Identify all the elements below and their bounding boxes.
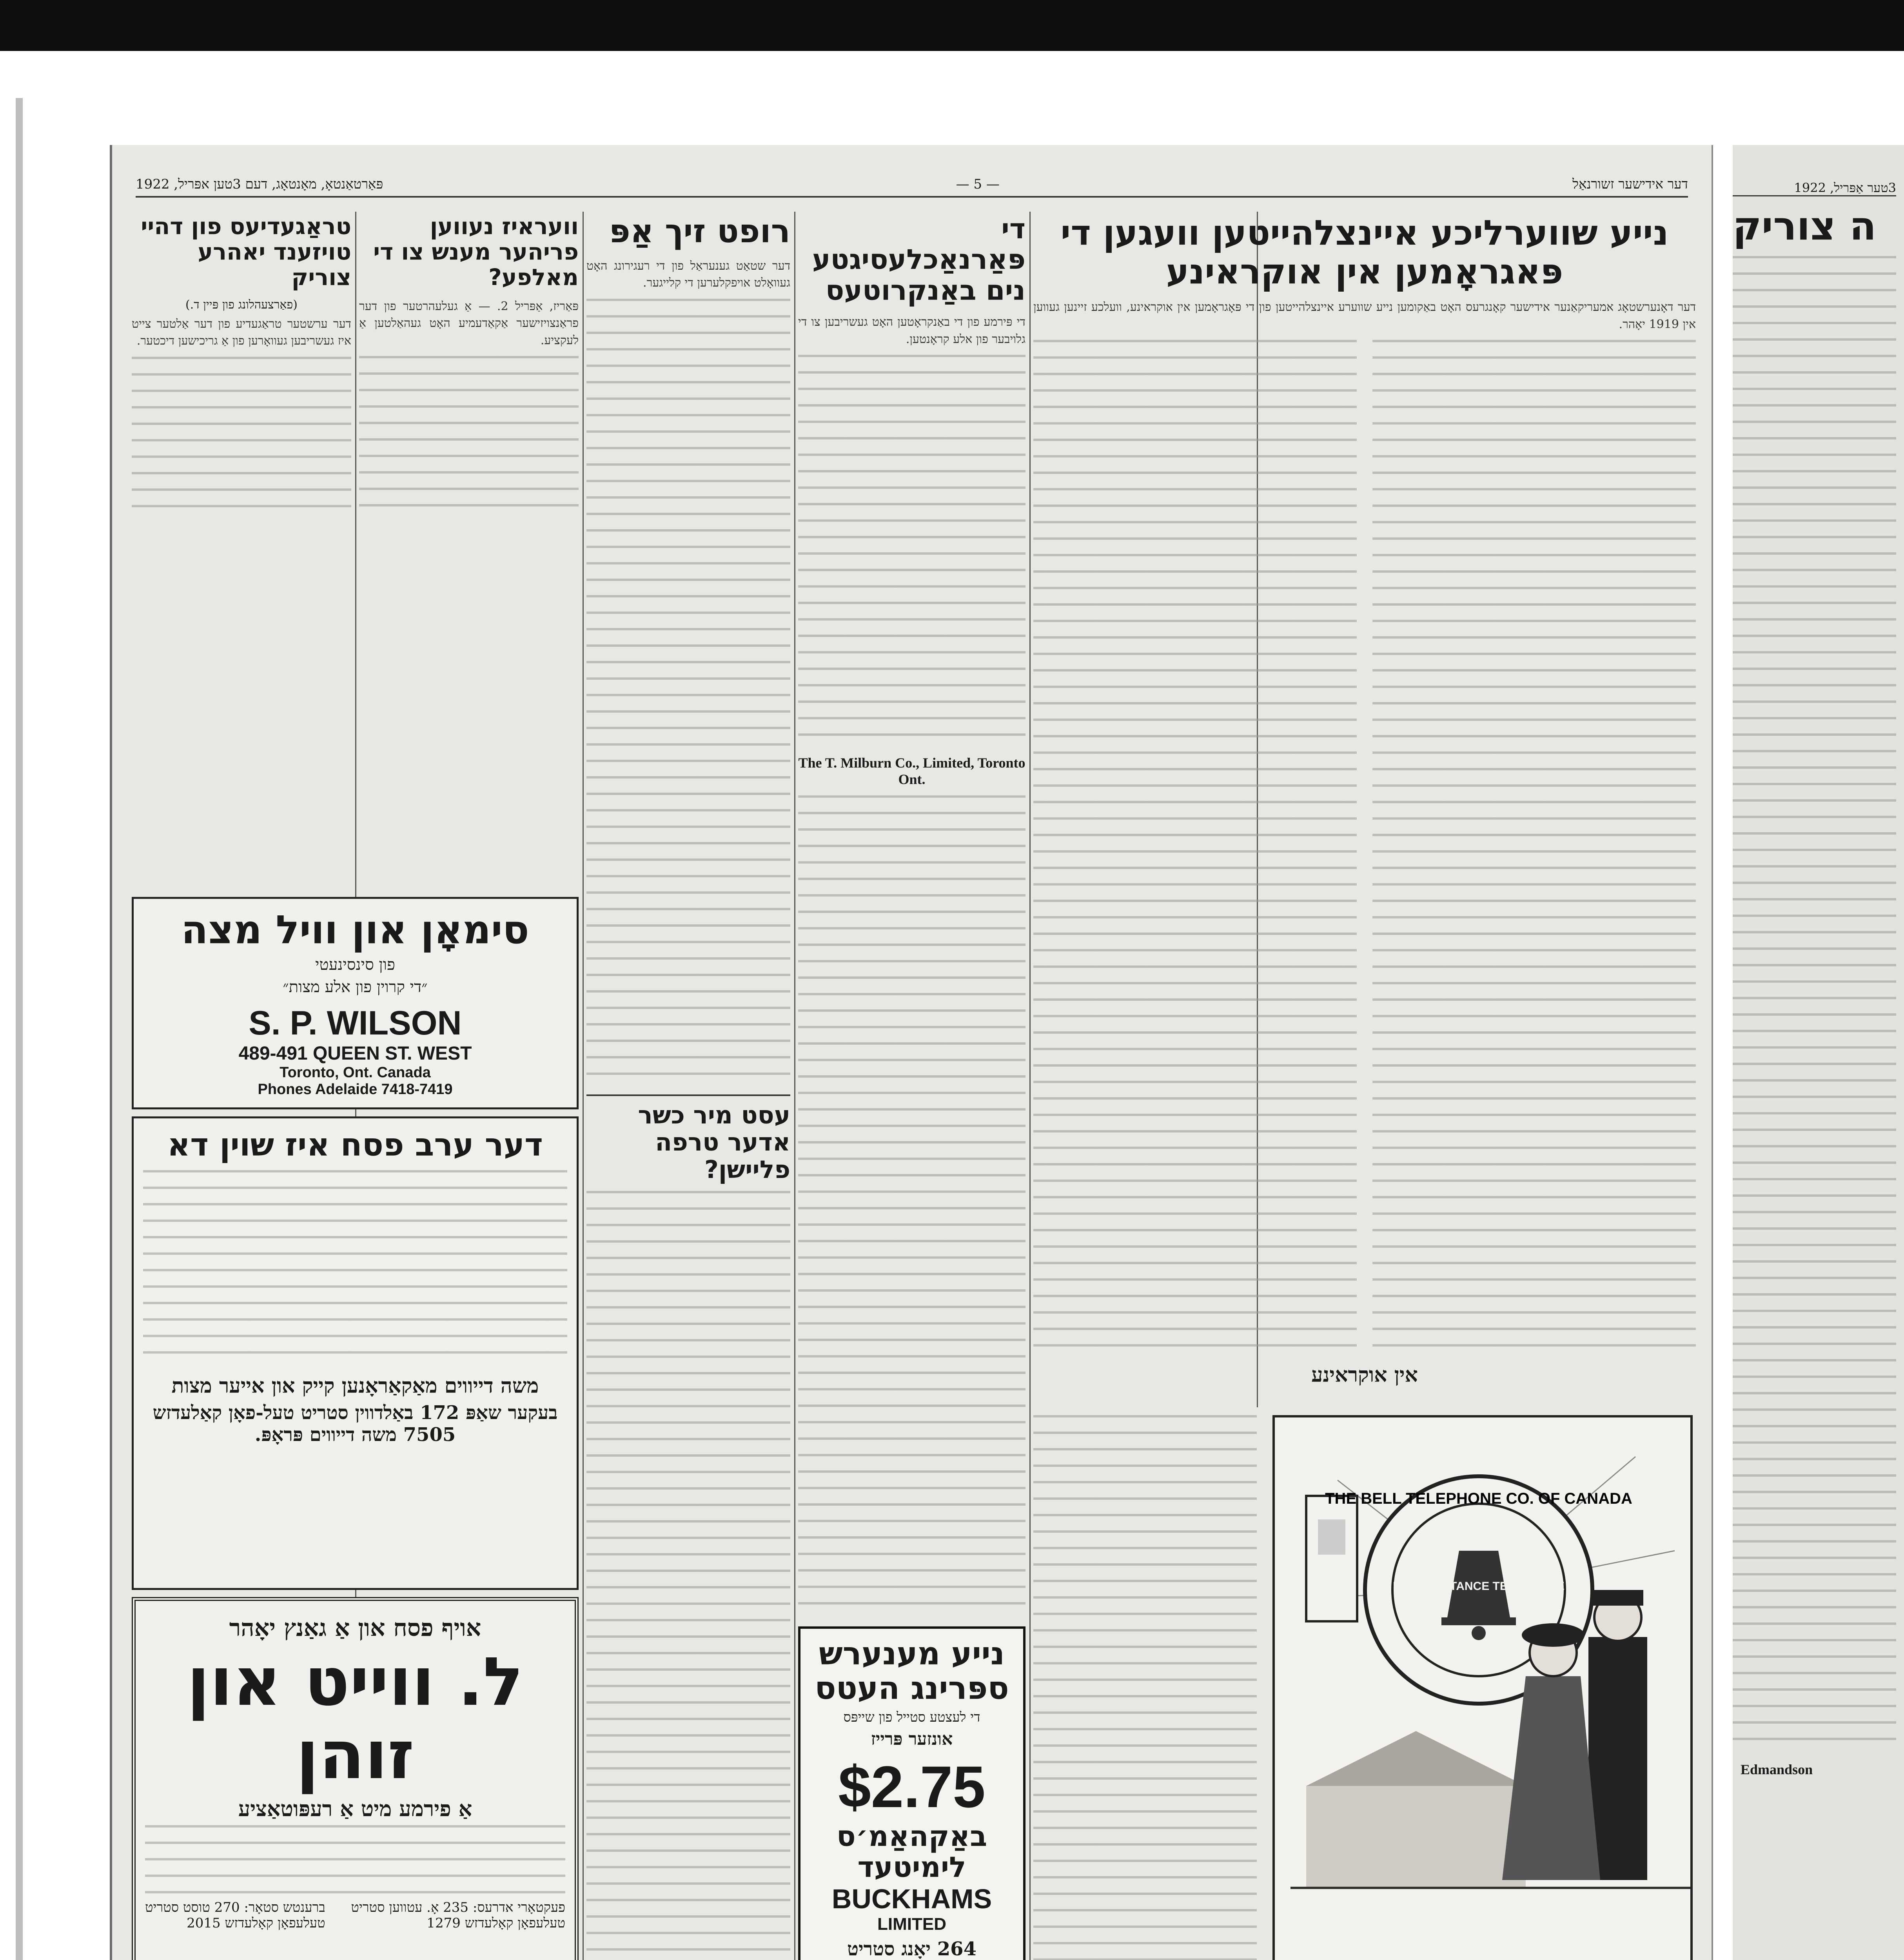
article-text-lines [1372, 340, 1696, 1359]
article-body: דער דאָנערשטאָג אמעריקאַנער אידישער קאָנגרעס האָט באַקומען נייע שווערע איינצלהייטען פון די פּאָגראָמען אין אוקראינע, וועלכע זיינען געווען אין 1919 יאָהר. [1033, 300, 1696, 331]
ad-white-phone-2: טעלעפאָן קאָלעדזש 2015 [187, 1915, 325, 1931]
adjacent-page-headline: ה צוריק [1733, 203, 1877, 249]
ad-bell-telephone [1272, 1415, 1693, 1960]
ad-pesach-title: דער ערב פסח איז שוין דא [167, 1127, 543, 1163]
ad-white-addresses [145, 1900, 565, 1931]
bell-seal-text: LONG DISTANCE TELEPHONE [1393, 1580, 1565, 1593]
adjacent-page-strip [1733, 145, 1904, 1960]
ad-buckhams-price: $2.75 [838, 1754, 986, 1820]
article-text-lines [586, 1191, 790, 1960]
article-body: דער שטאַט גענעראַל פון די רעגירונג האָט געוואָלט אויפקלערען די קלייגער. [586, 259, 790, 290]
column-pogroms-cont [1033, 1415, 1257, 1960]
ad-matzah-city: Toronto, Ont. Canada [280, 1064, 431, 1081]
article-headline: טראַגעדיעס פון דהיי טויזענד יאהרע צוריק [141, 214, 351, 290]
ad-matzah-title: סימאָן און וויל מצה [181, 907, 529, 953]
ad-buckhams-title: נייע מענערש ספּרינג העטס [815, 1635, 1009, 1707]
folio-page-number: — 5 — [956, 176, 1000, 192]
ad-buckhams-store-yiddish: באַקהאַמ׳ס לימיטעד [836, 1820, 987, 1884]
article-body: פּאַריז, אַפּריל 2. — אַ געלעהרטער פון דער פראַנצויזישער אַקאַדעמיע האָט געהאַלטען אַ לעקציע. [359, 299, 579, 347]
ad-buckhams-note: די לעצטע סטייל פון שייפּס [843, 1710, 980, 1726]
ad-pesach-bakery-address: בעקער שאַפּ 172 באַלדווין סטריט טעל-פאָן קאַלעדזש 7505 משה דייווים פּראָפּ. [152, 1402, 558, 1446]
article-subhead: אין אוקראינע [1311, 1363, 1418, 1387]
scanner-frame-top [0, 0, 1904, 51]
article-body: דער ערשטער טראַגעדיע פון דער אַלטער צייט איז געשריבען געוואָרען פון אַ גריכישען דיכטער. [132, 317, 351, 348]
ad-white-and-son [132, 1597, 579, 1960]
adjacent-page-caption: Edmandson [1741, 1762, 1813, 1777]
bell-ad-illustration [1291, 1433, 1690, 1960]
ads-area-left [132, 890, 579, 1960]
ad-matzah-subtitle: פון סינסינעטי [315, 956, 395, 974]
adjacent-page-date: 3טער אַפּריל, 1922 [1733, 180, 1896, 196]
ad-white-top: אויף פסח און אַ גאַנץ יאָהר [229, 1614, 481, 1642]
folio-right: דער אידישער זשורנאַל [1572, 176, 1688, 192]
ad-white-store-address: ברענטש סטאָר: 270 טוסט סטריט [145, 1900, 325, 1915]
ad-buckhams-limited: LIMITED [877, 1914, 946, 1934]
ad-white-text-lines [145, 1825, 565, 1896]
ad-white-phone: טעלעפאָן קאָלעדזש 1279 [427, 1915, 565, 1931]
article-text-lines [798, 795, 1026, 1619]
column-pogroms [1033, 214, 1696, 1409]
article-byline: (פאַרצעהלונג פון פּיין ד.) [185, 298, 298, 312]
lead-headline: נייע שווערליכע איינצלהייטען וועגען די פּאגראָמען אין אוקראינע [1060, 214, 1669, 292]
ad-buckhams [798, 1626, 1026, 1960]
column-bankrupts [798, 214, 1026, 1960]
ad-pesach [132, 1116, 579, 1590]
newspaper-page [110, 145, 1713, 1960]
ad-pesach-bakery-name: משה דייווים מאַקאַראָנען קייק און אייער מצות [171, 1374, 539, 1398]
ad-matzah-phone: Phones Adelaide 7418-7419 [258, 1081, 453, 1098]
scan-edge-left [16, 98, 23, 1960]
column-kosher [586, 214, 790, 1960]
ad-matzah-slogan: ״די קרוין פון אלע מצות״ [283, 978, 428, 996]
milburn-company: The T. Milburn Co., Limited, Toronto Ont. [798, 755, 1026, 788]
article-text-lines [1033, 340, 1357, 1359]
adjacent-page-text-lines [1733, 256, 1896, 1746]
ad-buckhams-address: 264 יאָנג סטריט [847, 1938, 977, 1960]
ad-matzah-company: S. P. WILSON [249, 1004, 462, 1042]
page-folio [136, 172, 1688, 198]
article-body: די פּירמע פון די באַנקראָטען האָט געשריבען צו די גלויבער פון אלע קראָנטען. [798, 315, 1026, 346]
ad-buckhams-price-label: אונזער פּרייז [871, 1729, 953, 1749]
column-rule [794, 212, 795, 1960]
article-headline: די פּאַרנאַכלעסיגטע נים באַנקרוטעס [812, 214, 1026, 307]
article-text-lines [586, 299, 790, 1083]
article-headline: רופט זיך אַפּ [609, 214, 790, 250]
bell-company-text: THE BELL TELEPHONE CO. OF CANADA [1325, 1490, 1632, 1507]
ad-white-name: ל. ווייט און זוהן [187, 1643, 524, 1794]
ad-white-subtitle: אַ פירמע מיט אַ רעפּוטאַציע [238, 1796, 472, 1821]
folio-left: פּאַרטאַנטאָ, מאָנטאָג, דעם 3טען אפּריל, 1922 [136, 176, 383, 192]
ad-pesach-text-lines [143, 1170, 567, 1366]
article-text-lines [798, 355, 1026, 747]
ad-matzah-address: 489-491 QUEEN ST. WEST [238, 1043, 472, 1064]
article-text-lines [359, 356, 579, 513]
column-rule [583, 212, 584, 1960]
column-rule [1029, 212, 1031, 1960]
article-text-lines [132, 357, 351, 514]
ad-buckhams-store: BUCKHAMS [831, 1883, 992, 1914]
ad-matzah [132, 897, 579, 1109]
ad-white-factory-address: פעקטאָרי אדרעס: 235 אָ. עטווען סטריט [351, 1900, 565, 1915]
article-headline-kosher: עסט מיר כשר אדער טרפה פליישן? [586, 1094, 790, 1183]
article-headline: וועראיז נעווען פריהער מענש צו די מאלפע? [373, 214, 579, 290]
article-text-lines [1033, 1415, 1257, 1960]
lead-article-columns [1033, 340, 1696, 1359]
